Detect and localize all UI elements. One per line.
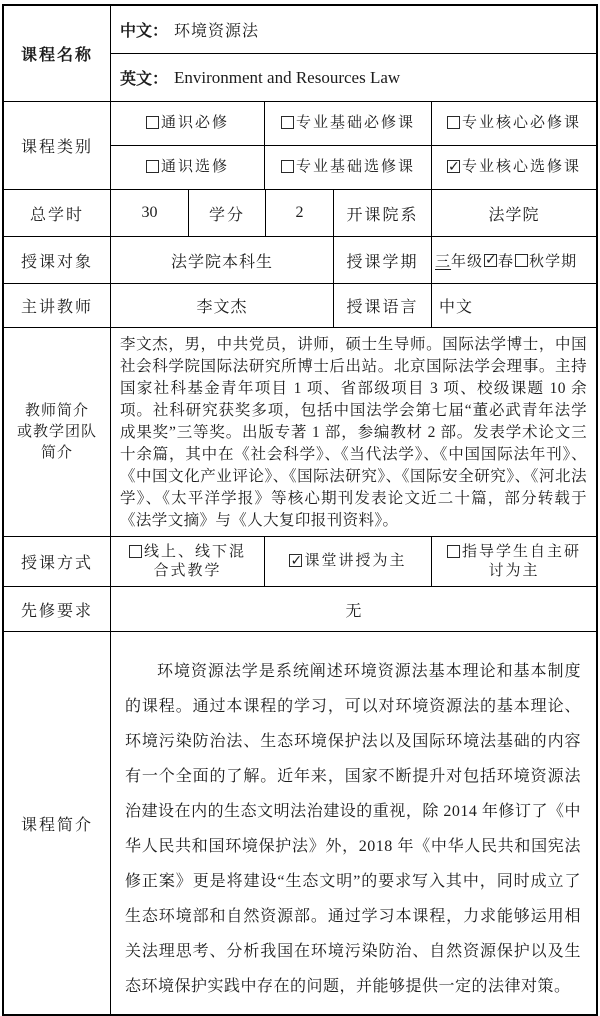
category-option-major-basic-elective: 专业基础选修课 xyxy=(265,146,432,189)
method-option-self-study: 指导学生自主研讨为主 xyxy=(432,537,596,586)
teaching-method-label: 授课方式 xyxy=(4,537,111,586)
instructor-label: 主讲教师 xyxy=(4,284,111,327)
semester-grade: 三 xyxy=(435,253,452,270)
method-option-blended: 线上、线下混合式教学 xyxy=(111,537,265,586)
credits-label: 学分 xyxy=(189,190,266,236)
audience-value: 法学院本科生 xyxy=(111,237,334,283)
course-intro-text: 环境资源法学是系统阐述环境资源法基本理论和基本制度的课程。通过本课程的学习，可以对环境资源法的基本理论、环境污染防治法、生态环境保护法以及国际环境法基础的内容有一个全面的了解。近年来，国家不断提升对包括环境资源法治建设在内的生态文明法治建设的重视，除 2014 年修订了《中华人民共和国环境保护法》外，2018 年《中华人民共和国宪法修正案》更是将建设“生态文明”的要求写入其中，同时成立了生态环境部和自然资源部。通过学习本课程，力求能够运用相关法理思考、分析我国在环境污染防治、自然资源保护以及生态环境保护实践中存在的问题，并能够提供一定的法律对策。 xyxy=(125,663,581,995)
category-row-2 xyxy=(111,146,596,189)
course-name-en-row xyxy=(111,54,596,101)
semester-value xyxy=(432,237,596,283)
teacher-bio-text: 李文杰，男，中共党员，讲师，硕士生导师。国际法学博士，中国社会科学院国际法研究所博士后出站。北京国际法学会理事。主持国家社科基金青年项目 1 项、省部级项目 3 项、校级课题 10 余项。社科研究获奖多项，包括中国法学会第七届“董必武青年法学成果奖”三等奖。出版专著 1 部，参编教材 2 部。发表学术论文三十余篇，其中在《社会科学》、《当代法学》、《中国国际法年刊》、《中国文化产业评论》、《国际法研究》、《国际安全研究》、《河北法学》、《太平洋学报》等核心期刊发表论文近二十篇，部分转载于《法学文摘》与《人大复印报刊资料》。 xyxy=(120,336,587,529)
checkbox-major-core-elective-icon[interactable] xyxy=(447,160,460,173)
course-name-label: 课程名称 xyxy=(4,6,111,101)
checkbox-self-study-icon[interactable] xyxy=(447,545,460,558)
spring-label: 春 xyxy=(498,253,515,270)
total-hours-label: 总学时 xyxy=(4,190,111,236)
category-option-general-elective: 通识选修 xyxy=(111,146,265,189)
checkbox-lecture-based-icon[interactable] xyxy=(289,554,302,567)
teaching-method-row xyxy=(4,537,596,587)
checkbox-autumn-semester-icon[interactable] xyxy=(515,254,528,267)
total-hours-value: 30 xyxy=(111,190,189,236)
checkbox-major-basic-required-icon[interactable] xyxy=(281,116,294,129)
prerequisites-row xyxy=(4,587,596,632)
department-value: 法学院 xyxy=(488,206,540,224)
language-value: 中文 xyxy=(439,299,474,316)
category-option-general-required: 通识必修 xyxy=(111,102,265,145)
course-info-table xyxy=(2,4,598,1016)
category-option-major-core-elective: ✓ 专业核心选修课 xyxy=(432,146,596,189)
course-intro-row xyxy=(4,632,596,1014)
prerequisites-label: 先修要求 xyxy=(4,587,111,631)
semester-label: 授课学期 xyxy=(334,237,432,283)
category-row-1 xyxy=(111,102,596,146)
checkbox-major-core-required-icon[interactable] xyxy=(447,116,460,129)
checkbox-spring-semester-icon[interactable] xyxy=(484,254,497,267)
audience-semester-row xyxy=(4,237,596,284)
course-name-en-prefix: 英文： xyxy=(120,71,169,88)
credits-value: 2 xyxy=(266,190,334,236)
course-name-en-value: Environment and Resources Law xyxy=(174,67,401,87)
course-name-values xyxy=(111,6,596,101)
course-name-cn-row xyxy=(111,6,596,54)
teacher-bio-row xyxy=(4,328,596,537)
category-label: 课程类别 xyxy=(4,102,111,189)
category-option-major-basic-required: 专业基础必修课 xyxy=(265,102,432,145)
method-option-lecture: ✓课堂讲授为主 xyxy=(265,537,432,586)
hours-credits-row xyxy=(4,190,596,237)
teacher-bio-label: 教师简介 或教学团队 简介 xyxy=(4,328,111,536)
semester-suffix: 学期 xyxy=(545,253,578,270)
prerequisites-value: 无 xyxy=(345,602,362,620)
course-intro-label: 课程简介 xyxy=(4,632,111,1014)
semester-grade-suffix: 年级 xyxy=(451,253,484,270)
course-name-cn-prefix: 中文： xyxy=(120,23,169,40)
department-label: 开课院系 xyxy=(334,190,432,236)
audience-label: 授课对象 xyxy=(4,237,111,283)
checkbox-blended-teaching-icon[interactable] xyxy=(129,545,142,558)
course-name-row xyxy=(4,6,596,102)
category-options xyxy=(111,102,596,189)
instructor-value: 李文杰 xyxy=(111,284,334,327)
checkbox-general-required-icon[interactable] xyxy=(146,116,159,129)
language-label: 授课语言 xyxy=(334,284,432,327)
category-row xyxy=(4,102,596,190)
instructor-language-row xyxy=(4,284,596,328)
checkbox-general-elective-icon[interactable] xyxy=(146,160,159,173)
autumn-label: 秋 xyxy=(529,253,546,270)
checkbox-major-basic-elective-icon[interactable] xyxy=(281,160,294,173)
course-name-cn-value: 环境资源法 xyxy=(174,23,260,40)
category-option-major-core-required: 专业核心必修课 xyxy=(432,102,596,145)
